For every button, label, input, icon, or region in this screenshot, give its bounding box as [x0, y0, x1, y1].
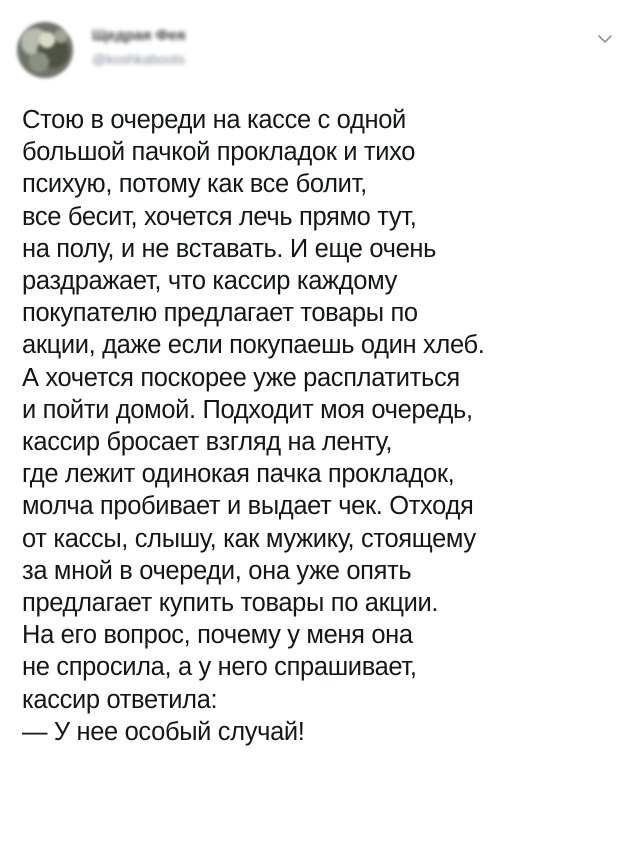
tweet-text-line: не спросила, а у него спрашивает, — [22, 653, 417, 682]
tweet-text-line: предлагает купить товары по акции. — [22, 589, 439, 618]
tweet-text-line: покупателю предлагает товары по — [22, 299, 418, 328]
tweet-text-line: акции, даже если покупаешь один хлеб. — [22, 331, 485, 360]
tweet-text-line: большой пачкой прокладок и тихо — [22, 138, 416, 167]
tweet-text-line: раздражает, что кассир каждому — [22, 267, 397, 296]
tweet-text-line: кассир ответила: — [22, 685, 218, 714]
tweet-text — [22, 104, 627, 748]
tweet-text-line: от кассы, слышу, как мужику, стоящему — [22, 524, 476, 553]
tweet-text-line: молча пробивает и выдает чек. Отходя — [22, 492, 474, 521]
author-handle[interactable]: @koshkaboots — [92, 51, 185, 67]
tweet-text-line: Стою в очереди на кассе с одной — [22, 106, 406, 134]
tweet-text-line: На его вопрос, почему у меня она — [22, 621, 413, 650]
tweet-text-line: за мной в очереди, она уже опять — [22, 556, 412, 585]
tweet-text-line: кассир бросает взгляд на ленту, — [22, 428, 393, 457]
tweet-text-line: А хочется поскорее уже расплатиться — [22, 363, 460, 392]
author-name[interactable]: Щедрая Фея — [92, 27, 186, 44]
chevron-down-icon[interactable] — [594, 28, 616, 50]
avatar[interactable] — [17, 22, 73, 78]
tweet-text-line: психую, потому как все болит, — [22, 170, 367, 199]
tweet-text-line: на полу, и не вставать. И еще очень — [22, 234, 437, 263]
tweet-text-line: все бесит, хочется лечь прямо тут, — [22, 202, 417, 231]
tweet-text-line: и пойти домой. Подходит моя очередь, — [22, 395, 473, 424]
tweet-text-line: — У нее особый случай! — [22, 717, 305, 746]
tweet-text-line: где лежит одинокая пачка прокладок, — [22, 460, 455, 489]
